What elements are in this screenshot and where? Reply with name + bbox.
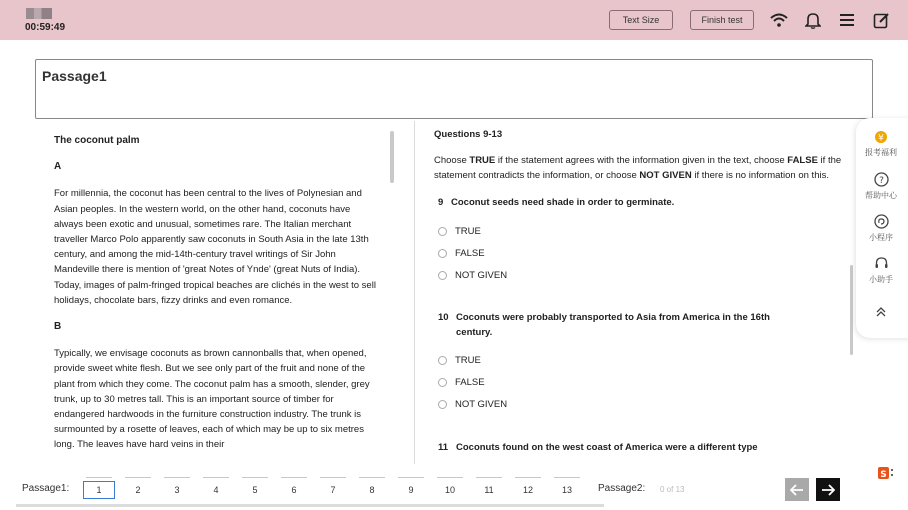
question-text: Coconuts found on the west coast of America were a different type	[456, 442, 758, 453]
yen-coin-icon	[874, 130, 888, 144]
floating-sidebar	[856, 118, 908, 338]
passage-heading: The coconut palm	[54, 135, 140, 146]
question-tab[interactable]: 9	[395, 477, 427, 503]
input-method-icon[interactable]	[878, 466, 894, 480]
question-tab[interactable]: 8	[356, 477, 388, 503]
top-bar	[0, 0, 908, 40]
section-paragraph: For millennia, the coconut has been central to the lives of Polynesian and Asian peoples. In the western world, on the other hand, coconuts have always been exotic and unusual, sometimes rare. The Italian merchant traveller Marco Polo apparently saw coconuts in South Asia in the late 13th century, and among the mid-14th-century travel writings of Sir John Mandeville there is mention of 'great Notes of Ynde' (great Nuts of India). Today, images of palm-fringed tropical beaches are clichés in the west to sell holidays, chocolate bars, fizzy drinks and even romance.	[54, 188, 376, 306]
question-item	[438, 310, 846, 340]
questions-header: Questions 9-13	[434, 129, 503, 140]
passage-title: Passage1	[42, 68, 107, 84]
question-number: 11	[438, 442, 449, 453]
wifi-icon[interactable]	[769, 10, 789, 30]
sidebar-item-assistant[interactable]: 小助手	[856, 256, 906, 285]
passage2-label[interactable]: Passage2:	[598, 483, 646, 494]
question-number: 9	[438, 197, 444, 208]
sidebar-item-miniprogram[interactable]: 小程序	[856, 214, 906, 243]
question-tab[interactable]: 1	[83, 477, 115, 503]
question-tab[interactable]: 3	[161, 477, 193, 503]
reading-passage[interactable]	[54, 128, 380, 454]
question-tab[interactable]: 5	[239, 477, 271, 503]
option-false[interactable]: FALSE	[438, 371, 846, 393]
questions-panel[interactable]	[434, 126, 846, 454]
pane-divider[interactable]	[414, 121, 415, 464]
mini-program-icon	[874, 214, 889, 229]
finish-test-button[interactable]: Finish test	[690, 10, 754, 30]
option-not-given[interactable]: NOT GIVEN	[438, 393, 846, 415]
section-letter: B	[54, 321, 62, 333]
question-tab[interactable]: 12	[512, 477, 544, 503]
question-tab[interactable]: 4	[200, 477, 232, 503]
edit-note-icon[interactable]	[871, 10, 891, 30]
arrow-left-icon	[790, 484, 804, 496]
question-tab[interactable]: 6	[278, 477, 310, 503]
logo	[26, 8, 52, 19]
option-not-given[interactable]: NOT GIVEN	[438, 264, 846, 286]
question-text: Coconut seeds need shade in order to germinate.	[451, 197, 675, 208]
question-tab[interactable]: 7	[317, 477, 349, 503]
radio-button[interactable]	[438, 271, 447, 280]
sidebar-item-benefits[interactable]: ¥ 报考福利	[856, 130, 906, 158]
text-size-button[interactable]: Text Size	[609, 10, 673, 30]
passage-title-box	[35, 59, 873, 119]
collapse-up-icon[interactable]	[856, 306, 906, 321]
question-item	[438, 440, 846, 454]
questions-scrollbar[interactable]	[850, 265, 853, 355]
menu-icon[interactable]	[837, 10, 857, 30]
radio-button[interactable]	[438, 227, 447, 236]
previous-button[interactable]	[785, 478, 809, 501]
radio-button[interactable]	[438, 249, 447, 258]
timer: 00:59:49	[25, 22, 66, 33]
radio-button[interactable]	[438, 356, 447, 365]
headset-icon	[874, 256, 889, 271]
question-tab[interactable]: 11	[473, 477, 505, 503]
question-navigator	[0, 474, 908, 510]
help-circle-icon	[874, 172, 889, 187]
sidebar-item-help[interactable]: ? 帮助中心	[856, 172, 906, 201]
radio-button[interactable]	[438, 378, 447, 387]
question-tab[interactable]: 13	[551, 477, 583, 503]
option-false[interactable]: FALSE	[438, 242, 846, 264]
section-letter: A	[54, 161, 62, 173]
section-paragraph: Typically, we envisage coconuts as brown cannonballs that, when opened, provide sweet white flesh. But we see only part of the fruit and none of the plant from which they come. The coconut palm has a smooth, slender, grey trunk, up to 30 metres tall. This is an important source of timber for endangered hardwoods in the furniture construction industry. The trunk is surmounted by a rosette of leaves, each of which may be up to six metres long. The leaves have hard veins in their	[54, 348, 370, 451]
svg-text:?: ?	[878, 176, 884, 186]
passage1-label: Passage1:	[22, 483, 70, 494]
question-tab[interactable]: 2	[122, 477, 154, 503]
option-true[interactable]: TRUE	[438, 220, 846, 242]
answered-count: 0 of 13	[660, 485, 685, 494]
instructions: Choose TRUE if the statement agrees with the information given in the text, choose FALSE if the statement contradicts the information, or choose NOT GIVEN if there is no information on this.	[434, 155, 842, 181]
svg-text:¥: ¥	[878, 133, 884, 144]
option-true[interactable]: TRUE	[438, 349, 846, 371]
radio-button[interactable]	[438, 400, 447, 409]
passage-scrollbar[interactable]	[390, 131, 394, 183]
arrow-right-icon	[821, 484, 835, 496]
bell-icon[interactable]	[803, 10, 823, 30]
question-number: 10	[438, 312, 449, 323]
question-item	[438, 195, 846, 210]
question-tab[interactable]: 10	[434, 477, 466, 503]
progress-track	[16, 504, 604, 507]
svg-text:S: S	[880, 470, 887, 480]
next-button[interactable]	[816, 478, 840, 501]
question-text: Coconuts were probably transported to Asia from America in the 16th century.	[456, 312, 770, 338]
